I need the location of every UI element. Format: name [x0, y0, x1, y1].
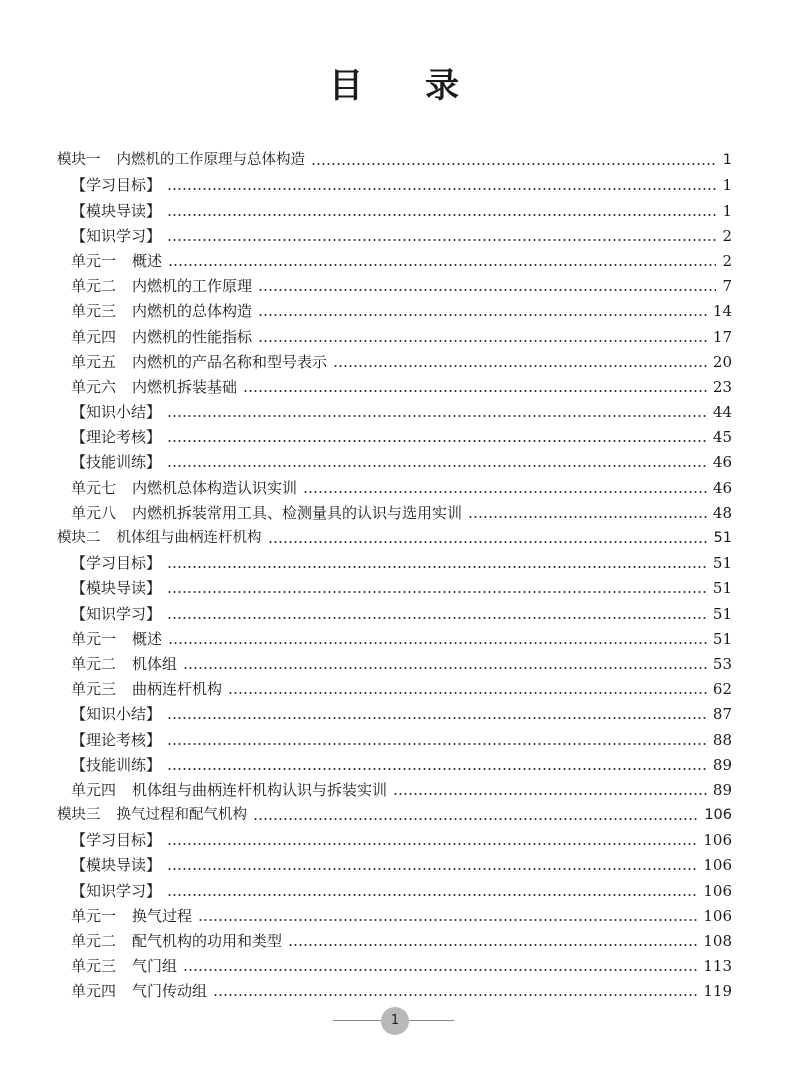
toc-dot-leader — [167, 617, 707, 619]
toc-entry-title — [71, 604, 161, 624]
toc-page-number: 2 — [722, 251, 732, 270]
toc-entry[interactable] — [57, 170, 732, 195]
toc-entry-heading: 机体组与曲柄连杆机构 — [116, 530, 262, 546]
toc-entry-title — [71, 175, 161, 195]
toc-dot-leader — [333, 365, 707, 367]
toc-entry-heading: 内燃机的工作原理 — [132, 277, 253, 296]
toc-entry-heading: 换气过程 — [132, 906, 193, 925]
toc-entry-label: 单元三 — [71, 957, 117, 976]
toc-entry-label: 单元四 — [71, 780, 117, 799]
toc-entry[interactable] — [57, 750, 732, 775]
toc-entry-title — [71, 478, 297, 498]
toc-page-number: 48 — [712, 503, 732, 522]
toc-entry-label: 单元二 — [71, 654, 117, 673]
toc-entry-label: 【知识小结】 — [71, 705, 162, 724]
toc-entry-label: 模块一 — [57, 152, 101, 169]
toc-entry-label: 【技能训练】 — [71, 755, 162, 774]
toc-dot-leader — [167, 214, 716, 216]
toc-entry-heading: 气门传动组 — [132, 982, 208, 1001]
toc-dot-leader — [198, 919, 697, 921]
toc-entry-heading: 换气过程和配气机构 — [116, 807, 247, 824]
toc-entry-title — [71, 730, 161, 750]
toc-entry-heading: 机体组 — [132, 654, 178, 673]
toc-entry-label: 单元三 — [71, 302, 117, 321]
toc-entry[interactable] — [57, 296, 732, 321]
toc-entry-heading: 气门组 — [132, 957, 178, 976]
toc-dot-leader — [168, 264, 716, 266]
toc-dot-leader — [228, 692, 707, 694]
toc-entry-title — [71, 427, 161, 447]
toc-entry-heading: 配气机构的功用和类型 — [132, 932, 283, 950]
toc-entry-label: 单元四 — [71, 327, 117, 346]
toc-entry[interactable] — [57, 548, 732, 573]
toc-dot-leader — [258, 340, 707, 342]
toc-entry[interactable] — [57, 321, 732, 346]
toc-entry-label: 【理论考核】 — [71, 730, 162, 749]
toc-dot-leader — [167, 768, 707, 770]
toc-dot-leader — [268, 541, 708, 543]
toc-entry-heading: 内燃机拆装基础 — [132, 377, 238, 396]
toc-entry[interactable] — [57, 951, 732, 976]
toc-entry[interactable] — [57, 573, 732, 598]
toc-entry-heading: 机体组与曲柄连杆机构认识与拆装实训 — [132, 780, 388, 799]
toc-entry-title — [57, 150, 305, 170]
toc-dot-leader — [243, 390, 707, 392]
toc-entry[interactable] — [57, 221, 732, 246]
toc-entry-title — [71, 327, 252, 347]
toc-entry[interactable] — [57, 598, 732, 623]
toc-entry-title — [71, 201, 161, 221]
toc-entry[interactable] — [57, 649, 732, 674]
toc-module-entry[interactable] — [57, 800, 732, 825]
toc-page-number: 106 — [703, 906, 732, 925]
toc-module-entry[interactable] — [57, 145, 732, 170]
toc-page-number: 62 — [712, 680, 732, 699]
toc-entry[interactable] — [57, 624, 732, 649]
toc-entry-label: 单元八 — [71, 503, 117, 522]
toc-page-number: 2 — [722, 226, 732, 245]
toc-entry-title — [71, 881, 161, 901]
toc-entry-label: 【知识小结】 — [71, 403, 162, 422]
toc-entry-heading: 内燃机总体构造认识实训 — [132, 478, 298, 497]
toc-dot-leader — [167, 239, 716, 241]
toc-entry-heading: 概述 — [132, 629, 163, 648]
toc-entry-label: 【模块导读】 — [71, 856, 162, 875]
toc-entry-label: 【模块导读】 — [71, 201, 162, 220]
toc-entry-title — [71, 503, 462, 523]
toc-page-number: 51 — [712, 579, 732, 598]
toc-dot-leader — [167, 868, 697, 870]
toc-page-number: 20 — [712, 352, 732, 371]
toc-entry-title — [71, 553, 161, 573]
toc-entry[interactable] — [57, 875, 732, 900]
toc-entry-title — [57, 805, 247, 825]
toc-entry[interactable] — [57, 271, 732, 296]
toc-entry[interactable] — [57, 699, 732, 724]
toc-dot-leader — [393, 793, 707, 795]
toc-entry[interactable] — [57, 246, 732, 271]
toc-dot-leader — [167, 415, 707, 417]
toc-page-number: 106 — [703, 881, 732, 900]
toc-dot-leader — [183, 667, 707, 669]
toc-entry[interactable] — [57, 372, 732, 397]
toc-entry-label: 【学习目标】 — [71, 176, 162, 195]
toc-dot-leader — [167, 717, 707, 719]
toc-page-number: 89 — [712, 780, 732, 799]
toc-dot-leader — [167, 843, 697, 845]
toc-entry-heading: 概述 — [132, 251, 163, 270]
toc-dot-leader — [288, 944, 697, 946]
toc-page-number: 51 — [712, 629, 732, 648]
toc-entry[interactable] — [57, 775, 732, 800]
toc-entry-title — [71, 981, 207, 1001]
toc-entry[interactable] — [57, 825, 732, 850]
title-char-1: 目 — [329, 66, 365, 106]
toc-entry-title — [71, 276, 252, 296]
toc-entry-label: 单元二 — [71, 932, 117, 950]
toc-entry-title — [71, 452, 161, 472]
toc-page-number: 45 — [712, 428, 732, 447]
toc-entry-label: 【学习目标】 — [71, 831, 162, 850]
toc-entry-heading: 内燃机的工作原理与总体构造 — [116, 152, 305, 169]
toc-entry[interactable] — [57, 195, 732, 220]
toc-page-number: 7 — [722, 277, 732, 296]
page-title — [0, 58, 790, 107]
toc-dot-leader — [167, 894, 697, 896]
toc-entry-label: 单元一 — [71, 906, 117, 925]
page-number-badge: 1 — [381, 1007, 409, 1035]
toc-entry-label: 【模块导读】 — [71, 579, 162, 598]
toc-page-number: 17 — [712, 327, 732, 346]
toc-entry[interactable] — [57, 724, 732, 749]
toc-page-number: 14 — [712, 302, 732, 321]
toc-page-number: 106 — [703, 856, 732, 875]
footer-rule-right — [409, 1020, 454, 1021]
toc-entry[interactable] — [57, 926, 732, 951]
toc-page-number: 108 — [703, 932, 732, 950]
toc-dot-leader — [167, 743, 707, 745]
toc-entry-label: 【知识学习】 — [71, 226, 162, 245]
toc-entry-label: 模块二 — [57, 530, 101, 546]
toc-entry-heading: 内燃机的总体构造 — [132, 302, 253, 321]
toc-entry-label: 【理论考核】 — [71, 428, 162, 447]
toc-page-number: 1 — [722, 152, 732, 169]
toc-entry-heading: 内燃机的性能指标 — [132, 327, 253, 346]
toc-dot-leader — [213, 994, 697, 996]
toc-entry-title — [71, 377, 237, 397]
toc-dot-leader — [167, 566, 707, 568]
toc-entry[interactable] — [57, 850, 732, 875]
toc-page-number: 88 — [712, 730, 732, 749]
toc-page-number: 46 — [712, 478, 732, 497]
toc-entry-heading: 内燃机的产品名称和型号表示 — [132, 352, 328, 371]
toc-entry-title — [71, 780, 387, 800]
toc-entry-title — [71, 352, 327, 372]
toc-page-number: 44 — [712, 403, 732, 422]
toc-entry-title — [71, 704, 161, 724]
toc-entry-title — [57, 528, 262, 548]
toc-entry-title — [71, 301, 252, 321]
title-char-2: 录 — [425, 66, 461, 106]
toc-dot-leader — [253, 818, 698, 820]
toc-page-number: 87 — [712, 705, 732, 724]
toc-entry[interactable] — [57, 347, 732, 372]
toc-dot-leader — [303, 491, 707, 493]
toc-entry-label: 单元二 — [71, 277, 117, 296]
toc-page-number: 23 — [712, 377, 732, 396]
toc-dot-leader — [258, 314, 707, 316]
toc-entry[interactable] — [57, 901, 732, 926]
toc-entry[interactable] — [57, 674, 732, 699]
toc-page-number: 1 — [722, 176, 732, 195]
toc-entry-label: 【技能训练】 — [71, 453, 162, 472]
toc-page-number: 46 — [712, 453, 732, 472]
toc-entry-title — [71, 251, 162, 271]
toc-entry-title — [71, 956, 177, 976]
toc-entry-label: 【学习目标】 — [71, 554, 162, 573]
toc-entry-title — [71, 855, 161, 875]
toc-entry[interactable] — [57, 498, 732, 523]
toc-page-number: 106 — [703, 831, 732, 850]
toc-dot-leader — [183, 969, 697, 971]
toc-dot-leader — [167, 440, 707, 442]
toc-entry-label: 单元三 — [71, 680, 117, 699]
toc-entry-heading: 曲柄连杆机构 — [132, 680, 223, 699]
table-of-contents — [57, 145, 732, 1001]
toc-entry-title — [71, 755, 161, 775]
toc-page-number: 1 — [722, 201, 732, 220]
toc-entry-title — [71, 654, 177, 674]
toc-entry-label: 单元四 — [71, 982, 117, 1001]
page-footer — [0, 1007, 790, 1035]
toc-entry-title — [71, 906, 192, 926]
toc-entry[interactable] — [57, 976, 732, 1001]
toc-entry-label: 单元六 — [71, 377, 117, 396]
toc-entry[interactable] — [57, 397, 732, 422]
toc-dot-leader — [468, 516, 707, 518]
toc-entry-label: 单元七 — [71, 478, 117, 497]
toc-entry-title — [71, 578, 161, 598]
toc-page-number: 106 — [704, 807, 732, 824]
toc-entry[interactable] — [57, 472, 732, 497]
toc-entry-title — [71, 931, 282, 951]
toc-page-number: 51 — [713, 530, 732, 546]
toc-page-number: 53 — [712, 654, 732, 673]
toc-entry-title — [71, 226, 161, 246]
toc-entry[interactable] — [57, 422, 732, 447]
toc-module-entry[interactable] — [57, 523, 732, 548]
toc-dot-leader — [258, 289, 716, 291]
toc-entry-title — [71, 629, 162, 649]
toc-entry-heading: 内燃机拆装常用工具、检测量具的认识与选用实训 — [132, 503, 463, 522]
toc-entry-label: 【知识学习】 — [71, 881, 162, 900]
toc-entry-title — [71, 679, 222, 699]
toc-dot-leader — [167, 465, 707, 467]
toc-entry-title — [71, 830, 161, 850]
toc-dot-leader — [167, 188, 716, 190]
toc-dot-leader — [168, 642, 707, 644]
toc-entry-title — [71, 402, 161, 422]
toc-page-number: 89 — [712, 755, 732, 774]
toc-page-number: 51 — [712, 554, 732, 573]
toc-entry-label: 单元一 — [71, 251, 117, 270]
toc-entry-label: 模块三 — [57, 807, 101, 824]
toc-entry-label: 单元一 — [71, 629, 117, 648]
toc-page-number: 119 — [703, 982, 732, 1001]
toc-entry[interactable] — [57, 447, 732, 472]
toc-dot-leader — [311, 163, 716, 165]
toc-dot-leader — [167, 591, 707, 593]
toc-page-number: 51 — [712, 604, 732, 623]
toc-entry-label: 单元五 — [71, 352, 117, 371]
toc-entry-label: 【知识学习】 — [71, 604, 162, 623]
footer-rule-left — [333, 1020, 381, 1021]
toc-page-number: 113 — [703, 957, 732, 976]
